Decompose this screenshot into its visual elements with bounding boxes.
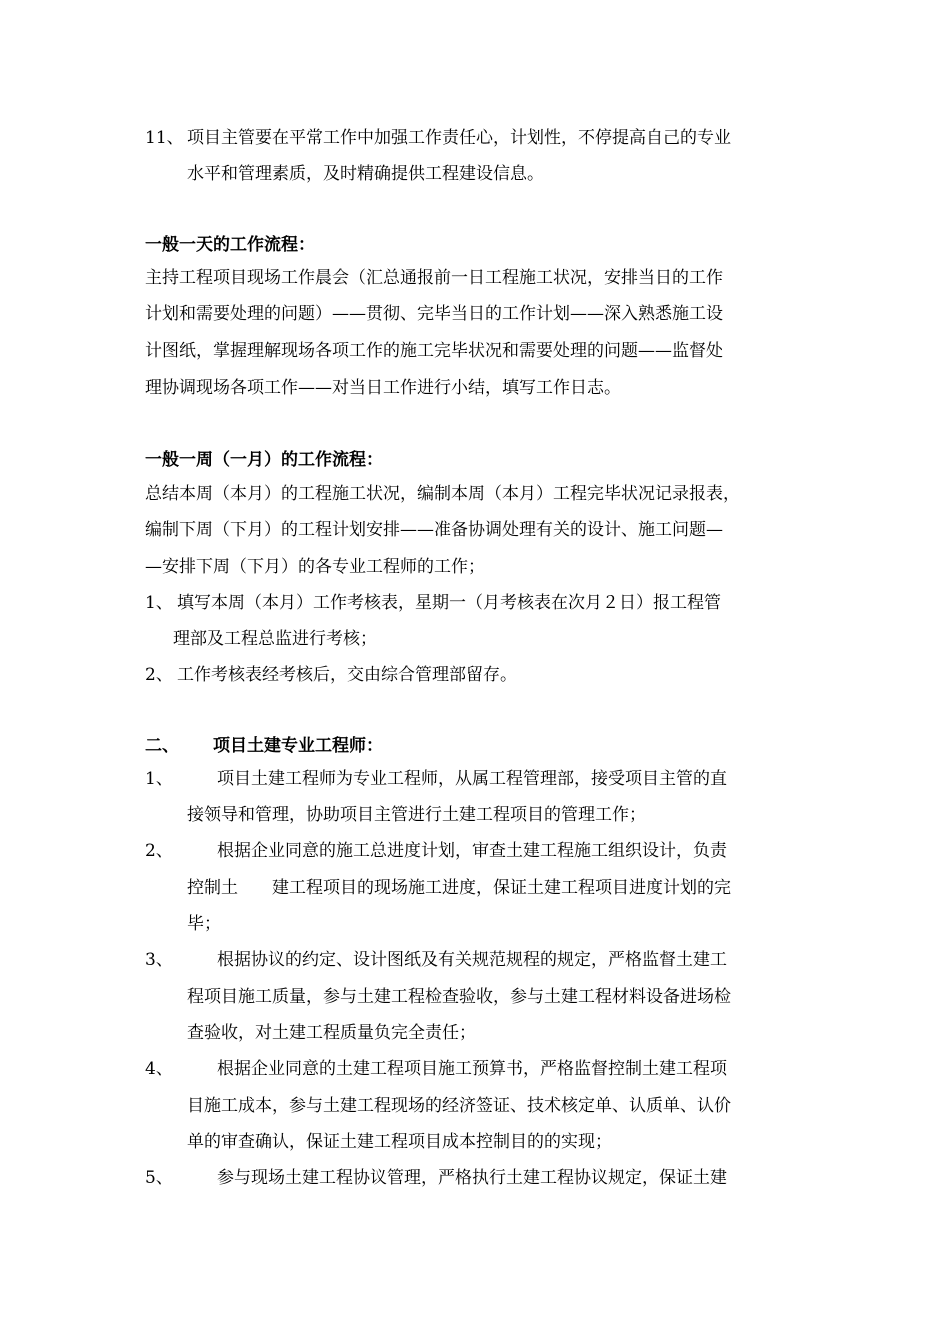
section-2-item-2-number: 2、 (145, 841, 173, 861)
daily-workflow-line: 主持工程项目现场工作晨会（汇总通报前一日工程施工状况，安排当日的工作 (145, 268, 723, 288)
weekly-item-2-number: 2、 (145, 665, 173, 685)
weekly-workflow-heading: 一般一周（一月）的工作流程： (145, 450, 383, 470)
section-2-item-2-line: 2、 根据企业同意的施工总进度计划，审查土建工程施工组织设计，负责 (145, 841, 727, 861)
section-2-item-4-line: 单的审查确认，保证土建工程项目成本控制目的的实现； (187, 1132, 612, 1152)
section-2-number: 二、 (145, 736, 179, 756)
section-2-item-1-number: 1、 (145, 769, 173, 789)
section-2-item-5-line: 5、 参与现场土建工程协议管理，严格执行土建工程协议规定，保证土建 (145, 1168, 727, 1188)
daily-workflow-line: 计图纸，掌握理解现场各项工作的施工完毕状况和需要处理的问题——监督处 (145, 341, 723, 361)
section-2-item-3-line: 3、 根据协议的约定、设计图纸及有关规范规程的规定，严格监督土建工 (145, 950, 727, 970)
section-2-item-3-number: 3、 (145, 950, 173, 970)
item-11-line-1: 11、 项目主管要在平常工作中加强工作责任心，计划性，不停提高自己的专业 (145, 128, 731, 148)
item-11-number: 11、 (145, 128, 184, 148)
weekly-item-2-line-1: 2、 工作考核表经考核后，交由综合管理部留存。 (145, 665, 517, 685)
section-2-item-4-number: 4、 (145, 1059, 173, 1079)
section-2-item-5-number: 5、 (145, 1168, 173, 1188)
section-2-item-3-line: 程项目施工质量，参与土建工程检查验收，参与土建工程材料设备进场检 (187, 987, 731, 1007)
weekly-workflow-line: 编制下周（下月）的工程计划安排——准备协调处理有关的设计、施工问题— (145, 520, 723, 540)
section-2-item-2-line: 控制土 建工程项目的现场施工进度，保证土建工程项目进度计划的完 (187, 878, 731, 898)
item-11-line-2: 水平和管理素质，及时精确提供工程建设信息。 (187, 164, 544, 184)
section-2-item-4-line: 4、 根据企业同意的土建工程项目施工预算书，严格监督控制土建工程项 (145, 1059, 727, 1079)
daily-workflow-line: 计划和需要处理的问题）——贯彻、完毕当日的工作计划——深入熟悉施工设 (145, 304, 723, 324)
weekly-workflow-line: 总结本周（本月）的工程施工状况，编制本周（本月）工程完毕状况记录报表， (145, 484, 740, 504)
section-2-heading: 二、 项目土建专业工程师： (145, 736, 383, 756)
section-2-item-1-line: 1、 项目土建工程师为专业工程师，从属工程管理部，接受项目主管的直 (145, 769, 727, 789)
section-2-item-4-line: 目施工成本，参与土建工程现场的经济签证、技术核定单、认质单、认价 (187, 1096, 731, 1116)
weekly-item-1-line-1: 1、 填写本周（本月）工作考核表，星期一（月考核表在次月２日）报工程管 (145, 593, 721, 613)
section-2-item-3-line: 查验收，对土建工程质量负完全责任； (187, 1023, 476, 1043)
section-2-item-2-line: 毕； (187, 914, 221, 934)
daily-workflow-heading: 一般一天的工作流程： (145, 235, 315, 255)
weekly-workflow-line: —安排下周（下月）的各专业工程师的工作； (145, 557, 485, 577)
weekly-item-1-line-2: 理部及工程总监进行考核； (173, 629, 377, 649)
daily-workflow-line: 理协调现场各项工作——对当日工作进行小结，填写工作日志。 (145, 378, 621, 398)
section-2-item-1-line: 接领导和管理，协助项目主管进行土建工程项目的管理工作； (187, 805, 646, 825)
weekly-item-1-number: 1、 (145, 593, 173, 613)
